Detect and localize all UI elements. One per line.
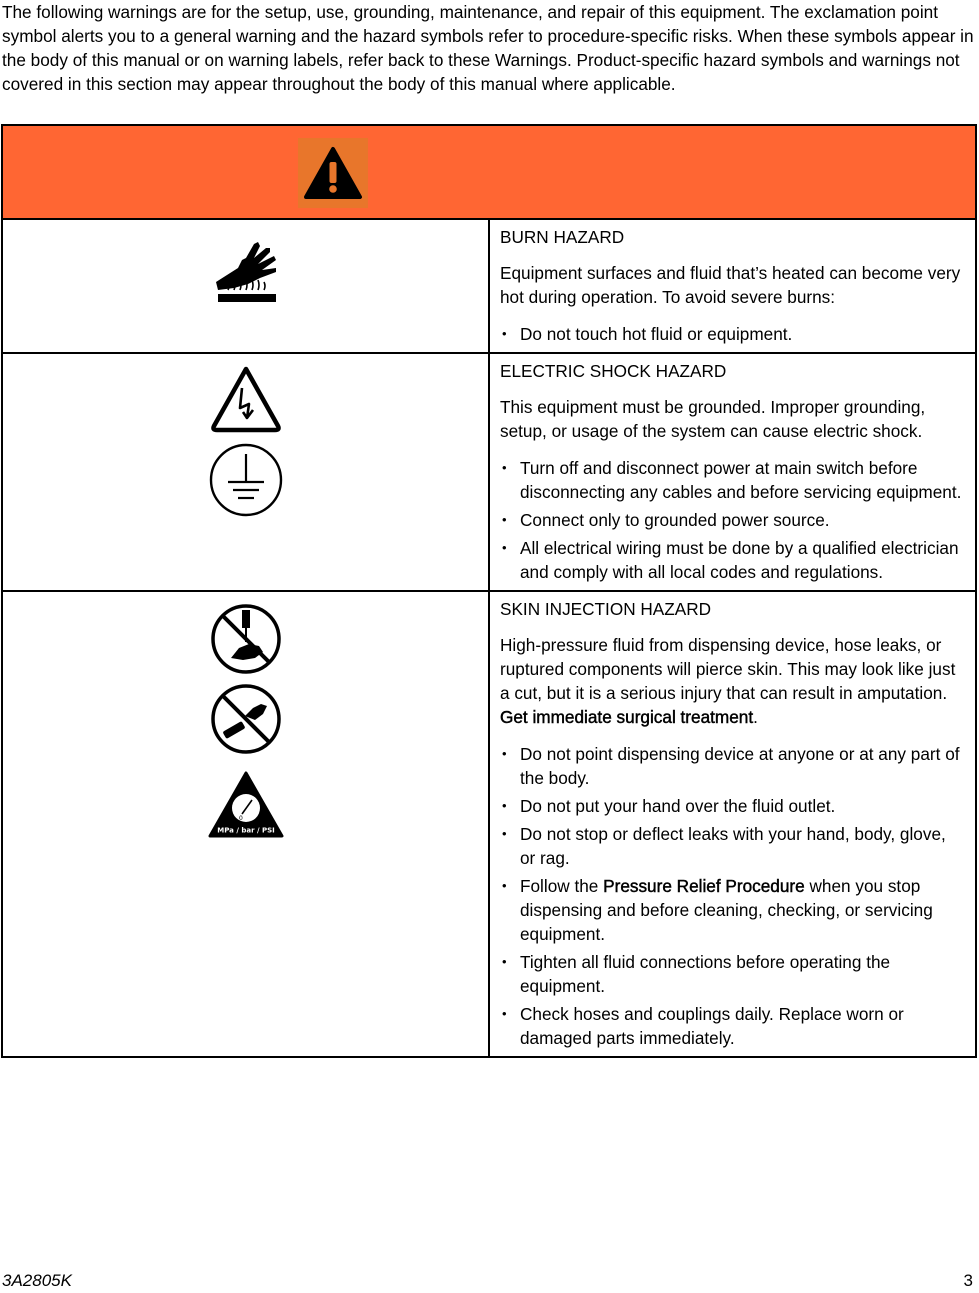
ground-symbol-icon [3, 442, 488, 518]
document-number: 3A2805K [2, 1271, 72, 1290]
surgical-treatment-emphasis: Get immediate surgical treatment [500, 707, 754, 727]
electric-shock-icon [3, 364, 488, 434]
pressure-relief-icon [3, 770, 488, 840]
list-item: • Do not touch hot fluid or equipment. [500, 322, 965, 346]
burn-hazard-icon [3, 232, 488, 312]
hazard-list [500, 742, 965, 1050]
skin-injection-hazard-row [2, 591, 976, 1057]
list-item: • Do not stop or deflect leaks with your hand, body, glove, or rag. [500, 822, 965, 870]
hazard-description: This equipment must be grounded. Improper grounding, setup, or usage of the system can cause electric shock. [500, 397, 926, 441]
hazard-description: High-pressure fluid from dispensing device, hose leaks, or ruptured components will pierce skin. This may look like just a cut, but it is a serious injury that can result in amputation. Get immediate surgical treatment. [500, 635, 956, 727]
burn-hazard-row [2, 219, 976, 353]
list-item: • All electrical wiring must be done by a qualified electrician and comply with all local codes and regulations. [500, 536, 965, 584]
pressure-units-label: MPa / bar / PSI [216, 826, 275, 835]
warning-header-row [2, 125, 976, 219]
page-number: 3 [963, 1271, 973, 1290]
general-warning-icon [298, 138, 368, 208]
list-item: • Tighten all fluid connections before operating the equipment. [500, 950, 965, 998]
no-pointing-dispenser-icon [3, 602, 488, 676]
list-item: • Check hoses and couplings daily. Replace worn or damaged parts immediately. [500, 1002, 965, 1050]
list-item: • Connect only to grounded power source. [500, 508, 965, 532]
warning-table [1, 124, 977, 1058]
pressure-relief-procedure-ref: Pressure Relief Procedure [603, 876, 805, 896]
no-hand-over-outlet-icon [3, 682, 488, 756]
hazard-title: SKIN INJECTION HAZARD [500, 599, 712, 619]
hazard-title: ELECTRIC SHOCK HAZARD [500, 361, 727, 381]
electric-shock-hazard-row [2, 353, 976, 591]
list-item: • Turn off and disconnect power at main switch before disconnecting any cables and before servicing equipment. [500, 456, 965, 504]
hazard-title: BURN HAZARD [500, 227, 625, 247]
list-item: • Do not put your hand over the fluid outlet. [500, 794, 965, 818]
gauge-zero-label: 0 [238, 815, 243, 822]
intro-paragraph: The following warnings are for the setup, use, grounding, maintenance, and repair of this equipment. The exclamation point symbol alerts you to a general warning and the hazard symbols refer to procedure-specific risks. When these symbols appear in the body of this manual or on warning labels, refer back to these Warnings. Product-specific hazard symbols and warnings not covered in this section may appear throughout the body of this manual where applicable. [2, 2, 974, 94]
list-item: • Do not point dispensing device at anyone or at any part of the body. [500, 742, 965, 790]
list-item: • Follow the Pressure Relief Procedure when you stop dispensing and before cleaning, checking, or servicing equipment. [500, 874, 965, 946]
hazard-list [500, 456, 965, 584]
hazard-description: Equipment surfaces and fluid that’s heated can become very hot during operation. To avoid severe burns: [500, 263, 961, 307]
hazard-list [500, 322, 965, 346]
